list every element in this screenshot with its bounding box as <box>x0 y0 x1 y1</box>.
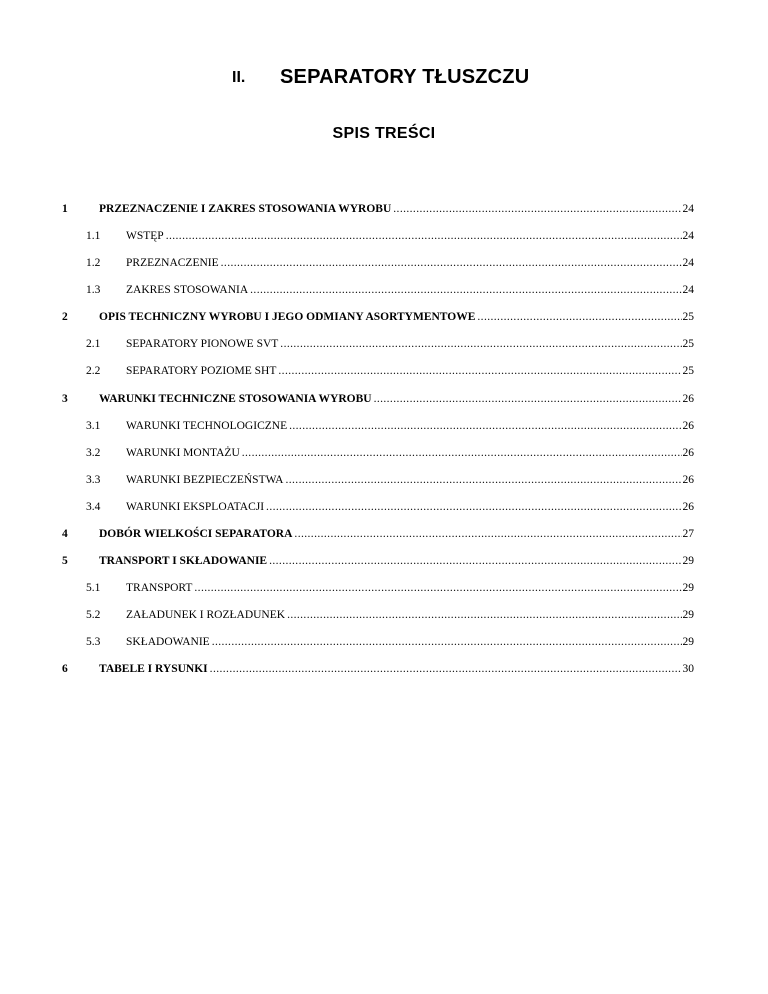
toc-leader-dots <box>280 336 681 352</box>
toc-entry-title: WARUNKI MONTAŻU <box>126 447 240 459</box>
toc-entry-number: 3.4 <box>86 501 101 513</box>
toc-leader-dots <box>242 445 682 461</box>
toc-entry-title: ZAKRES STOSOWANIA <box>126 284 249 296</box>
toc-entry-title: DOBÓR WIELKOŚCI SEPARATORA <box>99 528 293 540</box>
toc-entry-page: 26 <box>682 447 694 459</box>
toc-entry-page: 24 <box>682 257 694 269</box>
toc-entry[interactable] <box>0 309 768 325</box>
toc-entry-title: WARUNKI BEZPIECZEŃSTWA <box>126 474 284 486</box>
toc-entry-page: 26 <box>682 393 694 405</box>
toc-entry[interactable] <box>0 661 768 677</box>
toc-entry-number: 1.1 <box>86 230 101 242</box>
toc-entry-page: 25 <box>682 311 694 323</box>
toc-leader-dots <box>194 580 681 596</box>
toc-entry[interactable] <box>0 553 768 569</box>
toc-entry-page: 29 <box>682 636 694 648</box>
toc-entry-page: 29 <box>682 555 694 567</box>
toc-leader-dots <box>294 526 681 542</box>
toc-entry-title: TABELE I RYSUNKI <box>99 663 208 675</box>
toc-entry[interactable] <box>0 418 768 434</box>
toc-entry-title: OPIS TECHNICZNY WYROBU I JEGO ODMIANY ASORTYMENTOWE <box>99 311 476 323</box>
toc-entry-page: 24 <box>682 284 694 296</box>
toc-entry-page: 30 <box>682 663 694 675</box>
toc-entry-number: 6 <box>62 663 68 675</box>
toc-entry-page: 24 <box>682 203 694 215</box>
toc-entry[interactable] <box>0 228 768 244</box>
toc-leader-dots <box>374 391 682 407</box>
toc-entry[interactable] <box>0 472 768 488</box>
toc-entry-number: 5.1 <box>86 582 101 594</box>
toc-entry-number: 3 <box>62 393 68 405</box>
toc-entry[interactable] <box>0 282 768 298</box>
toc-leader-dots <box>269 553 681 569</box>
toc-entry-title: SEPARATORY PIONOWE SVT <box>126 338 279 350</box>
toc-leader-dots <box>221 255 682 271</box>
toc-entry-title: WARUNKI EKSPLOATACJI <box>126 501 265 513</box>
toc-entry-title: WARUNKI TECHNICZNE STOSOWANIA WYROBU <box>99 393 372 405</box>
toc-entry-number: 1.2 <box>86 257 101 269</box>
toc-leader-dots <box>477 309 681 325</box>
toc-entry[interactable] <box>0 201 768 217</box>
toc-leader-dots <box>289 418 681 434</box>
toc-entry-title: SKŁADOWANIE <box>126 636 210 648</box>
toc-entry[interactable] <box>0 363 768 379</box>
toc-entry-title: TRANSPORT <box>126 582 193 594</box>
toc-leader-dots <box>285 472 681 488</box>
toc-entry-title: PRZEZNACZENIE I ZAKRES STOSOWANIA WYROBU <box>99 203 392 215</box>
toc-leader-dots <box>287 607 681 623</box>
toc-entry-page: 26 <box>682 420 694 432</box>
toc-entry[interactable] <box>0 607 768 623</box>
toc-leader-dots <box>210 661 682 677</box>
toc-entry-number: 5.2 <box>86 609 101 621</box>
toc-entry-title: PRZEZNACZENIE <box>126 257 219 269</box>
toc-entry-page: 26 <box>682 501 694 513</box>
toc-entry-number: 2.2 <box>86 365 101 377</box>
chapter-header <box>0 66 768 90</box>
toc-entry-title: TRANSPORT I SKŁADOWANIE <box>99 555 268 567</box>
toc-entry-page: 25 <box>682 365 694 377</box>
toc-entry-number: 1.3 <box>86 284 101 296</box>
toc-entry-number: 4 <box>62 528 68 540</box>
toc-entry-title: ZAŁADUNEK I ROZŁADUNEK <box>126 609 286 621</box>
toc-entry[interactable] <box>0 391 768 407</box>
toc-heading: SPIS TREŚCI <box>332 125 436 142</box>
toc-leader-dots <box>278 363 681 379</box>
toc-entry-number: 5 <box>62 555 68 567</box>
toc-entry-title: WSTĘP <box>126 230 164 242</box>
toc-entry[interactable] <box>0 445 768 461</box>
toc-entry-number: 1 <box>62 203 68 215</box>
toc-entry-number: 3.2 <box>86 447 101 459</box>
toc-entry[interactable] <box>0 526 768 542</box>
toc-entry-page: 29 <box>682 582 694 594</box>
toc-entry-number: 2.1 <box>86 338 101 350</box>
toc-entry-title: WARUNKI TECHNOLOGICZNE <box>126 420 288 432</box>
toc-entry-page: 25 <box>682 338 694 350</box>
toc-entry[interactable] <box>0 336 768 352</box>
toc-entry[interactable] <box>0 634 768 650</box>
chapter-number: II. <box>232 69 246 86</box>
toc-leader-dots <box>266 499 681 515</box>
toc-entry-title: SEPARATORY POZIOME SHT <box>126 365 277 377</box>
toc-leader-dots <box>212 634 682 650</box>
toc-entry[interactable] <box>0 255 768 271</box>
toc-entry-page: 24 <box>682 230 694 242</box>
toc-entry-page: 26 <box>682 474 694 486</box>
toc-entry-number: 3.1 <box>86 420 101 432</box>
toc-entry-page: 27 <box>682 528 694 540</box>
toc-leader-dots <box>393 201 681 217</box>
toc-leader-dots <box>250 282 681 298</box>
toc-entry-number: 2 <box>62 311 68 323</box>
toc-entry-number: 5.3 <box>86 636 101 648</box>
toc-entry[interactable] <box>0 580 768 596</box>
toc-entry[interactable] <box>0 499 768 515</box>
chapter-title: SEPARATORY TŁUSZCZU <box>280 66 530 88</box>
toc-entry-page: 29 <box>682 609 694 621</box>
toc-leader-dots <box>166 228 682 244</box>
toc-entry-number: 3.3 <box>86 474 101 486</box>
